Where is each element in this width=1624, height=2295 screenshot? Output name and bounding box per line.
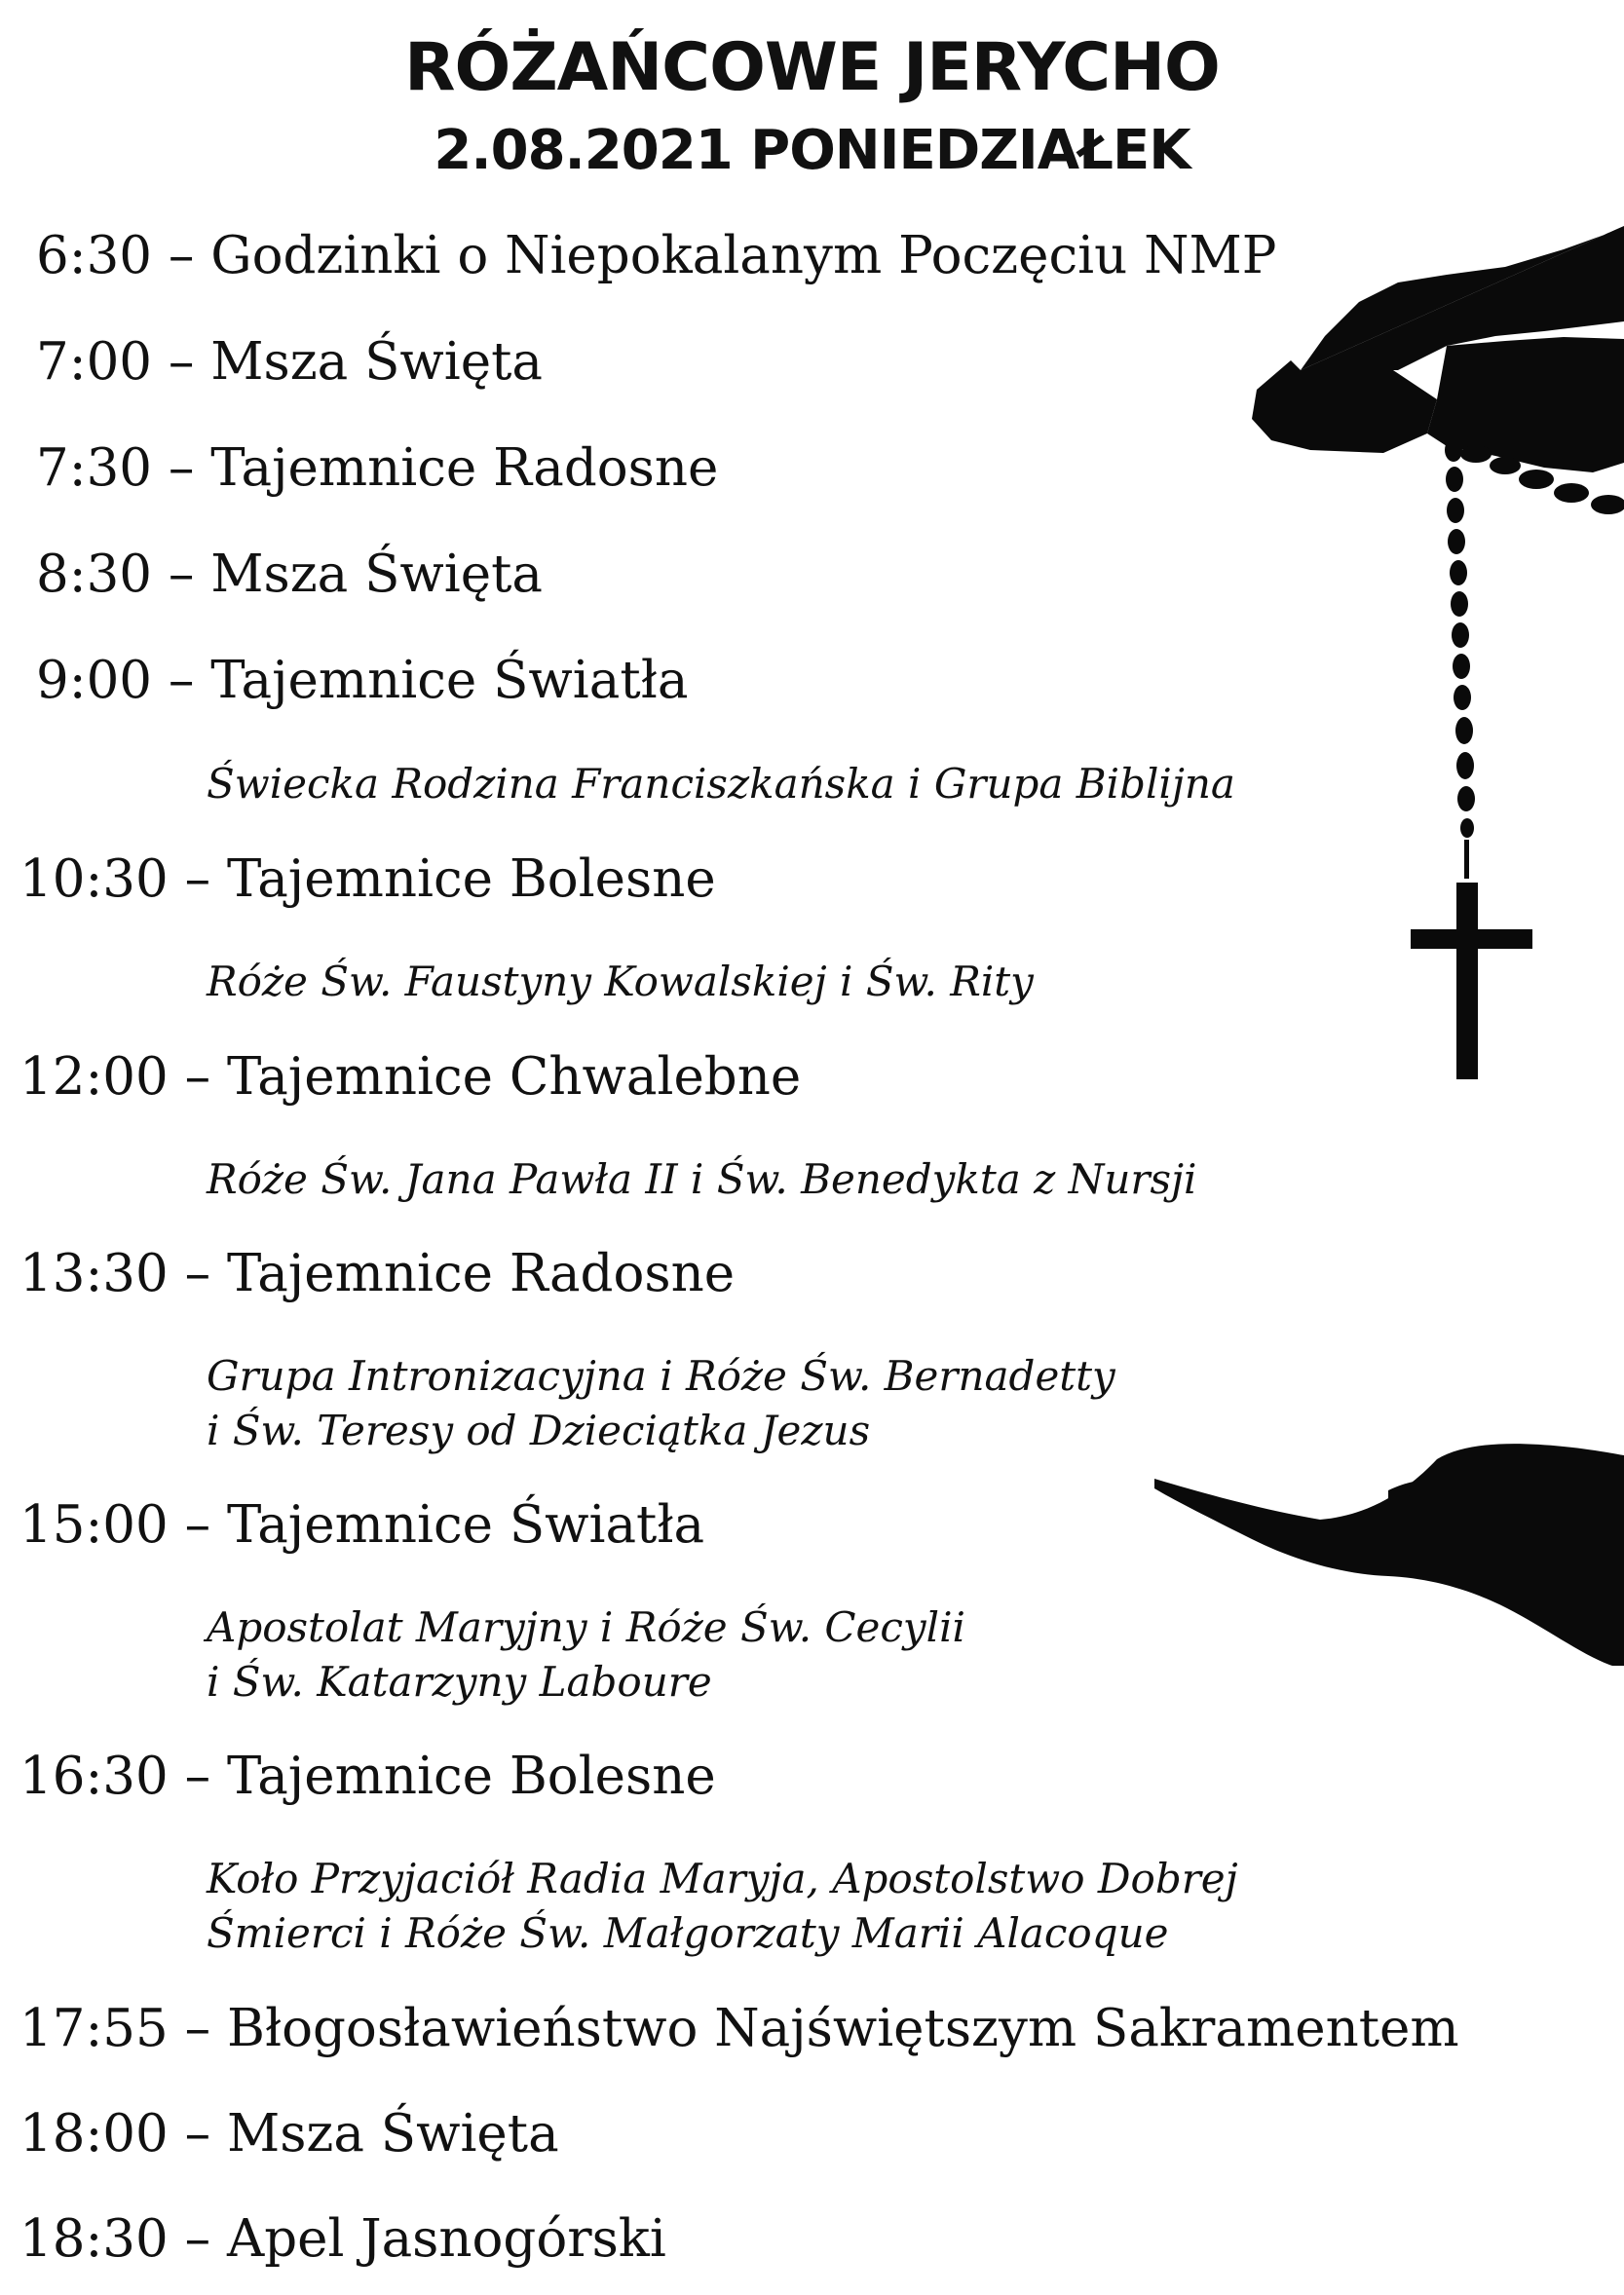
schedule-row	[19, 849, 716, 909]
knuckle-bead	[1460, 445, 1492, 463]
schedule-groups	[207, 1852, 1238, 1961]
event: Apel Jasnogórski	[226, 2209, 666, 2269]
group-line: Apostolat Maryjny i Róże Św. Cecylii	[207, 1603, 965, 1651]
separator: –	[168, 332, 195, 392]
event: Tajemnice Chwalebne	[226, 1047, 802, 1107]
event: Tajemnice Radosne	[226, 1244, 736, 1303]
group-line: Śmierci i Róże Św. Małgorzaty Marii Alacoque	[207, 1909, 1169, 1957]
schedule-row	[19, 1747, 716, 1806]
time: 7:00	[36, 332, 153, 392]
time: 8:30	[36, 545, 153, 604]
event: Godzinki o Niepokalanym Poczęciu NMP	[210, 226, 1277, 285]
time: 17:55	[19, 1999, 169, 2058]
schedule-row	[36, 332, 543, 392]
time: 13:30	[19, 1244, 169, 1303]
separator: –	[184, 2104, 211, 2163]
event: Tajemnice Radosne	[210, 438, 719, 498]
separator: –	[184, 1495, 211, 1555]
time: 18:00	[19, 2104, 169, 2163]
time: 12:00	[19, 1047, 169, 1107]
separator: –	[184, 2209, 211, 2269]
time: 18:30	[19, 2209, 169, 2269]
schedule-row	[19, 1999, 1459, 2058]
schedule-row	[19, 1244, 735, 1303]
schedule-row	[36, 226, 1276, 285]
separator: –	[168, 226, 195, 285]
cross-icon	[1411, 883, 1532, 1079]
time: 10:30	[19, 849, 169, 909]
knuckle-bead	[1591, 495, 1624, 514]
time: 7:30	[36, 438, 153, 498]
schedule-row	[19, 1495, 704, 1555]
event: Tajemnice Bolesne	[226, 1747, 716, 1806]
event: Msza Święta	[226, 2104, 559, 2163]
event: Msza Święta	[210, 545, 543, 604]
rosary-hands-illustration	[1154, 224, 1624, 1666]
group-line: Róże Św. Jana Pawła II i Św. Benedykta z Nursji	[207, 1155, 1197, 1203]
schedule-groups	[207, 1349, 1115, 1458]
separator: –	[184, 1999, 211, 2058]
separator: –	[168, 438, 195, 498]
schedule-row	[36, 438, 718, 498]
group-line: i Św. Katarzyny Laboure	[207, 1658, 712, 1706]
separator: –	[184, 1747, 211, 1806]
knuckle-bead	[1490, 457, 1521, 474]
schedule-row	[19, 2209, 666, 2269]
event: Tajemnice Światła	[226, 1495, 705, 1555]
knuckle-bead	[1519, 470, 1554, 489]
time: 6:30	[36, 226, 153, 285]
event: Tajemnice Światła	[210, 651, 689, 710]
schedule-row	[19, 2104, 559, 2163]
schedule-groups	[207, 1152, 1196, 1207]
page-title: RÓŻAŃCOWE JERYCHO	[404, 29, 1220, 106]
time: 9:00	[36, 651, 153, 710]
schedule-groups	[207, 757, 1235, 811]
group-line: Koło Przyjaciół Radia Maryja, Apostolstwo Dobrej	[207, 1855, 1238, 1902]
schedule-groups	[207, 955, 1034, 1009]
event: Tajemnice Bolesne	[226, 849, 716, 909]
schedule-groups	[207, 1600, 965, 1710]
page-date: 2.08.2021 PONIEDZIAŁEK	[434, 119, 1190, 182]
group-line: i Św. Teresy od Dzieciątka Jezus	[207, 1407, 871, 1454]
separator: –	[168, 545, 195, 604]
group-line: Grupa Intronizacyjna i Róże Św. Bernadetty	[207, 1352, 1115, 1400]
time: 15:00	[19, 1495, 169, 1555]
separator: –	[184, 1244, 211, 1303]
knuckle-bead	[1554, 483, 1589, 503]
rosary-beads	[1445, 438, 1475, 879]
separator: –	[168, 651, 195, 710]
event: Msza Święta	[210, 332, 543, 392]
separator: –	[184, 849, 211, 909]
time: 16:30	[19, 1747, 169, 1806]
group-line: Róże Św. Faustyny Kowalskiej i Św. Rity	[207, 958, 1034, 1005]
schedule-row	[19, 1047, 801, 1107]
group-line: Świecka Rodzina Franciszkańska i Grupa Biblijna	[207, 760, 1235, 808]
schedule-row	[36, 545, 543, 604]
open-hand-silhouette	[1154, 1444, 1624, 1666]
schedule-row	[36, 651, 688, 710]
separator: –	[184, 1047, 211, 1107]
event: Błogosławieństwo Najświętszym Sakramentem	[226, 1999, 1459, 2058]
